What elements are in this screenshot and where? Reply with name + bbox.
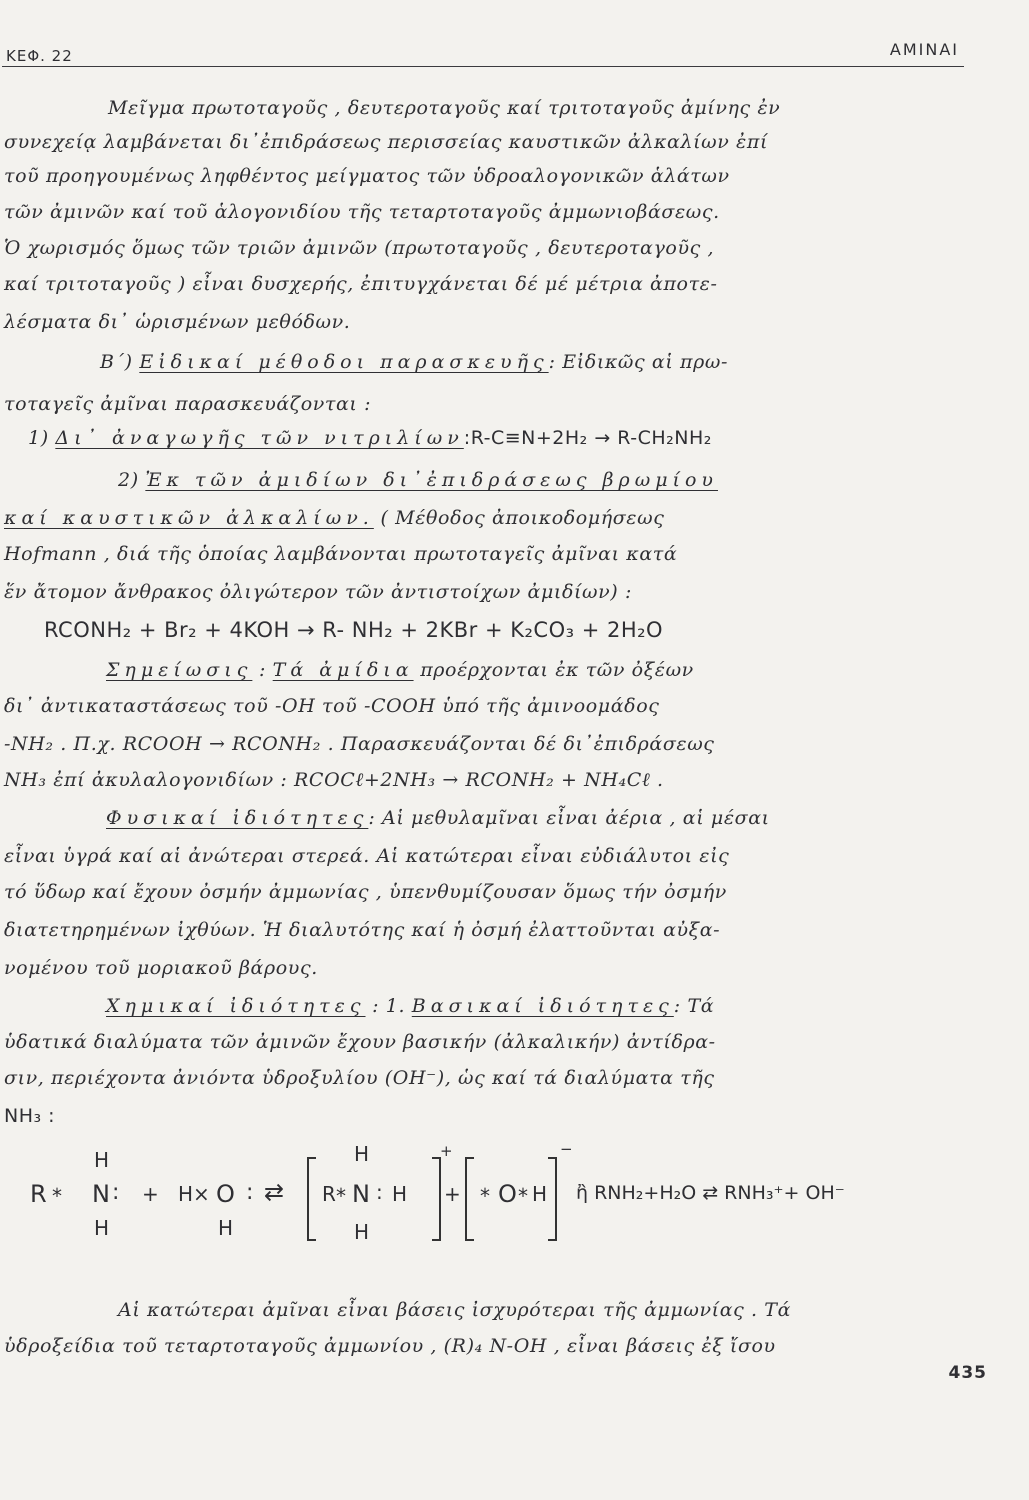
body-line: ἕν ἄτομον ἄνθρακος ὀλιγώτερον τῶν ἀντιστοίχων ἀμιδίων) : <box>4 581 632 603</box>
body-line: σιν, περιέχοντα ἀνιόντα ὑδροξυλίου (OH⁻), ὡς καί τά διαλύματα τῆς <box>4 1067 715 1089</box>
body-line: τό ὕδωρ καί ἔχουν ὀσμήν ἀμμωνίας , ὑπενθυμίζουσαν ὅμως τήν ὀσμήν <box>4 881 727 903</box>
body-line: καί τριτοταγοῦς ) εἶναι δυσχερής, ἐπιτυγχάνεται δέ μέ μέτρια ἀποτε- <box>4 273 718 295</box>
header-rule <box>2 66 964 67</box>
lewis-hx: H× <box>178 1182 210 1206</box>
section-b-title: Εἰδικαί μέθοδοι παρασκευῆς <box>139 351 549 373</box>
body-line: NH₃ : <box>4 1105 56 1127</box>
method-1-num: 1) <box>28 427 49 449</box>
lewis-plus: + <box>142 1182 159 1206</box>
lewis-star: * <box>52 1184 62 1208</box>
lewis-structure-equation <box>30 1140 980 1250</box>
chemical-sub: Βασικαί ἰδιότητες <box>411 995 674 1017</box>
running-title: AMINAI <box>889 40 959 59</box>
method-2-title-cont: καί καυστικῶν ἀλκαλίων. <box>4 507 374 529</box>
physical-title: Φυσικαί ἰδιότητες <box>106 807 369 829</box>
lewis-o: O <box>216 1180 235 1208</box>
note-sep: : <box>259 659 267 681</box>
chemical-title: Χημικαί ἰδιότητες <box>106 995 366 1017</box>
body-line: Ὁ χωρισμός ὅμως τῶν τριῶν ἀμινῶν (πρωτοταγοῦς , δευτεροταγοῦς , <box>4 237 715 259</box>
physical-text: : Αἱ μεθυλαμῖναι εἶναι ἀέρια , αἱ μέσαι <box>368 807 770 829</box>
lewis-n: N <box>92 1180 110 1208</box>
note-sub: Τά ἀμίδια <box>272 659 414 681</box>
body-line: λέσματα δι᾽ ὡρισμένων μεθόδων. <box>4 311 351 333</box>
lewis-star-4: * <box>518 1184 528 1208</box>
lewis-h-right: H <box>392 1182 408 1206</box>
lewis-h-hydroxide: H <box>532 1182 548 1206</box>
note-line <box>106 658 1006 682</box>
body-line: Hofmann , διά τῆς ὁποίας λαμβάνονται πρωτοταγεῖς ἀμῖναι κατά <box>4 543 678 565</box>
body-line: τῶν ἀμινῶν καί τοῦ ἁλογονιδίου τῆς τεταρτοταγοῦς ἀμμωνιοβάσεως. <box>4 201 720 223</box>
equilibrium-arrow: ⇄ <box>264 1178 285 1206</box>
body-line: ὑδατικά διαλύματα τῶν ἀμινῶν ἔχουν βασικήν (ἀλκαλικήν) ἀντίδρα- <box>4 1031 716 1053</box>
method-2-num: 2) <box>118 469 139 491</box>
body-line: δι᾽ ἀντικαταστάσεως τοῦ -ΟΗ τοῦ -COOH ὑπό τῆς ἀμινοομάδος <box>4 695 660 717</box>
lewis-star-3: * <box>480 1184 490 1208</box>
physical-line <box>106 806 1006 830</box>
body-line: NH₃ ἐπί ἀκυλαλογονιδίων : RCOCℓ+2NH₃ → RCONH₂ + NH₄Cℓ . <box>4 769 664 791</box>
method-1-title: Δι᾽ ἀναγωγῆς τῶν νιτριλίων <box>55 427 464 449</box>
lewis-plus-2: + <box>444 1182 461 1206</box>
body-line: ὑδροξείδια τοῦ τεταρτοταγοῦς ἀμμωνίου , (R)₄ N-OH , εἶναι βάσεις ἐξ ἴσου <box>4 1335 776 1357</box>
method-2-cont <box>4 506 1004 530</box>
method-2-text: ( Μέθοδος ἀποικοδομήσεως <box>380 507 665 529</box>
lewis-r: R <box>30 1180 47 1208</box>
lewis-colon-3: : <box>376 1180 383 1204</box>
body-line: νομένου τοῦ μοριακοῦ βάρους. <box>4 957 318 979</box>
chemical-num: : 1. <box>372 995 406 1017</box>
note-text: προέρχονται ἐκ τῶν ὀξέων <box>420 659 694 681</box>
method-2-title: Ἐκ τῶν ἀμιδίων δι᾽ἐπιδράσεως βρωμίου <box>145 469 718 491</box>
nitrile-reduction-formula: :R-C≡N+2H₂ → R-CH₂NH₂ <box>463 427 712 449</box>
lewis-colon: : <box>112 1180 120 1205</box>
section-b-line <box>100 350 1000 374</box>
section-b-label: Β΄) <box>100 351 133 373</box>
body-line: τοταγεῖς ἀμῖναι παρασκευάζονται : <box>4 393 372 415</box>
lewis-h-ammonium-top: H <box>354 1142 370 1166</box>
body-line: συνεχείᾳ λαμβάνεται δι᾽ἐπιδράσεως περισσείας καυστικῶν ἀλκαλίων ἐπί <box>4 131 768 153</box>
method-2 <box>118 468 998 492</box>
body-line: Μεῖγμα πρωτοταγοῦς , δευτεροταγοῦς καί τριτοταγοῦς ἀμίνης ἐν <box>108 97 781 119</box>
lewis-h-water: H <box>218 1216 234 1240</box>
lewis-h-ammonium-bottom: H <box>354 1220 370 1244</box>
chemical-text: : Τά <box>673 995 715 1017</box>
page-number: 435 <box>948 1363 987 1383</box>
cation-charge: + <box>440 1142 453 1160</box>
lewis-star-2: * <box>336 1184 346 1208</box>
section-b-text: : Εἰδικῶς αἱ πρω- <box>548 351 728 373</box>
lewis-h-top: H <box>94 1148 110 1172</box>
note-title: Σημείωσις <box>106 659 253 681</box>
chapter-label: ΚΕΦ. 22 <box>6 47 73 65</box>
lewis-o-2: O <box>498 1180 517 1208</box>
body-line: Αἱ κατώτεραι ἀμῖναι εἶναι βάσεις ἰσχυρότεραι τῆς ἀμμωνίας . Τά <box>118 1299 792 1321</box>
body-line: διατετηρημένων ἰχθύων. Ἡ διαλυτότης καί ἡ ὀσμή ἐλαττοῦνται αὐξα- <box>4 919 721 941</box>
method-1 <box>28 426 1008 450</box>
hofmann-equation: RCONH₂ + Br₂ + 4KOH → R- NH₂ + 2KBr + K₂CO₃ + 2H₂O <box>44 618 664 642</box>
body-line: -NH₂ . Π.χ. RCOOH → RCONH₂ . Παρασκευάζονται δέ δι᾽ἐπιδράσεως <box>4 733 715 755</box>
lewis-h-bottom: H <box>94 1216 110 1240</box>
chemical-line <box>106 994 1006 1018</box>
lewis-n-2: N <box>352 1180 370 1208</box>
body-line: εἶναι ὑγρά καί αἱ ἀνώτεραι στερεά. Αἱ κατώτεραι εἶναι εὐδιάλυτοι εἰς <box>4 845 730 867</box>
equivalent-equation: ἢ RNH₂+H₂O ⇄ RNH₃⁺+ OH⁻ <box>576 1182 845 1204</box>
body-line: τοῦ προηγουμένως ληφθέντος μείγματος τῶν ὑδροαλογονικῶν ἁλάτων <box>4 165 730 187</box>
lewis-r-2: R <box>322 1182 336 1206</box>
lewis-colon-2: : <box>246 1180 254 1205</box>
anion-charge: − <box>560 1140 573 1158</box>
